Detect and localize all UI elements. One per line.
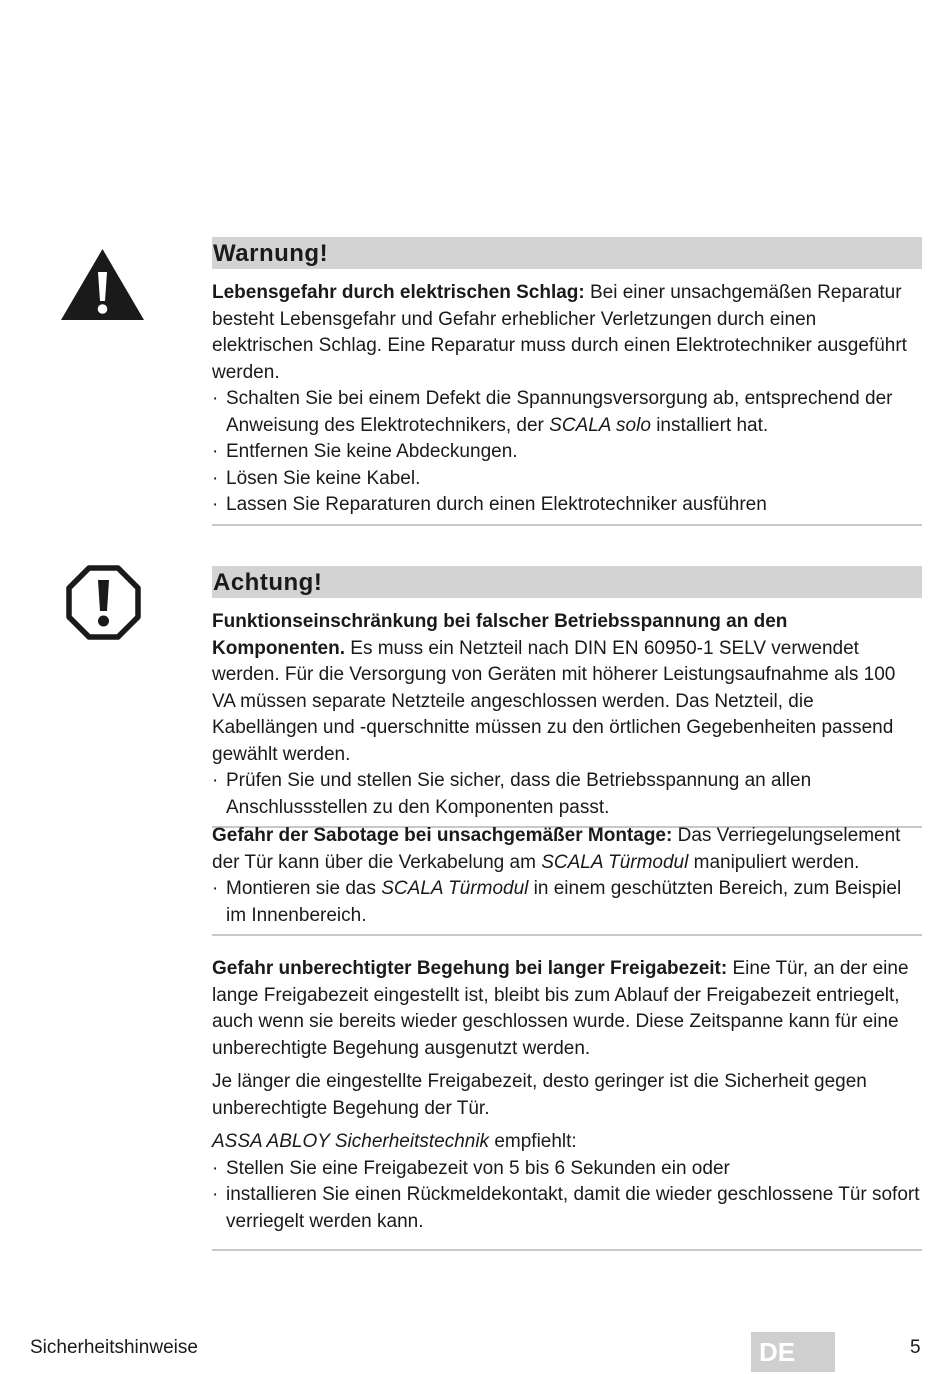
access-bullet-list [212, 1156, 922, 1236]
product-name: SCALA Türmodul [381, 878, 529, 899]
warning-section [212, 237, 922, 526]
caution-lead-bold: Funktionseinschränkung bei falscher Betriebsspannung an den Komponenten. [212, 611, 788, 659]
warning-lead-paragraph [212, 280, 922, 386]
access-section [212, 956, 922, 1251]
sabotage-body [212, 823, 922, 936]
list-item: · Schalten Sie bei einem Defekt die Spannungsversorgung ab, entsprechend der Anweisung des Elektrotechnikers, der SCALA solo installiert hat. [212, 386, 922, 439]
caution-octagon-icon [66, 565, 141, 640]
warning-lead-text: Bei einer unsachgemäßen Reparatur besteht Lebensgefahr und Gefahr erheblicher Verletzungen durch einen elektrischen Schlag. Eine Reparatur muss durch einen Elektrotechniker ausgeführt werden. [212, 282, 907, 383]
list-item: · Entfernen Sie keine Abdeckungen. [212, 439, 922, 466]
access-lead-bold: Gefahr unberechtigter Begehung bei langer Freigabezeit: [212, 958, 728, 979]
warning-triangle-icon [60, 248, 145, 321]
access-paragraph-2: Je länger die eingestellte Freigabezeit, desto geringer ist die Sicherheit gegen unberechtigte Begehung der Tür. [212, 1071, 867, 1119]
caution-body [212, 598, 922, 828]
page-number: 5 [910, 1337, 921, 1358]
list-item: · Prüfen Sie und stellen Sie sicher, dass die Betriebsspannung an allen Anschlussstellen zu den Komponenten passt. [212, 768, 922, 821]
list-item: · Lassen Sie Reparaturen durch einen Elektrotechniker ausführen [212, 492, 922, 519]
access-paragraph-3: ASSA ABLOY Sicherheitstechnik empfiehlt: [212, 1131, 577, 1152]
caution-lead-text: Es muss ein Netzteil nach DIN EN 60950-1 SELV verwendet werden. Für die Versorgung von Geräten mit höherer Leistungsaufnahme als 100 VA müssen separate Netzteile angeschlossen werden. Das Netzteil, die Kabellängen und -querschnitte müssen zu den örtlichen Gegebenheiten passend gewählt werden. [212, 637, 896, 765]
caution-section [212, 566, 922, 828]
language-badge: DE [751, 1332, 835, 1372]
footer-section-title: Sicherheitshinweise [30, 1337, 198, 1358]
sabotage-section [212, 823, 922, 936]
warning-bullet-list [212, 386, 922, 519]
list-item: · Stellen Sie eine Freigabezeit von 5 bis 6 Sekunden ein oder [212, 1156, 922, 1183]
access-lead-paragraph [212, 956, 922, 1062]
sabotage-lead-bold: Gefahr der Sabotage bei unsachgemäßer Montage: [212, 825, 673, 846]
product-name: SCALA solo [549, 414, 651, 436]
list-item: · installieren Sie einen Rückmeldekontakt, damit die wieder geschlossene Tür sofort verriegelt werden kann. [212, 1182, 922, 1235]
caution-heading: Achtung! [212, 566, 922, 598]
list-item: · Montieren sie das SCALA Türmodul in einem geschützten Bereich, zum Beispiel im Innenbereich. [212, 876, 922, 929]
warning-heading: Warnung! [212, 237, 922, 269]
warning-lead-bold: Lebensgefahr durch elektrischen Schlag: [212, 282, 585, 303]
caution-bullet-list [212, 768, 922, 821]
access-body [212, 956, 922, 1251]
sabotage-lead-paragraph: Gefahr der Sabotage bei unsachgemäßer Montage: Das Verriegelungselement der Tür kann über die Verkabelung am SCALA Türmodul manipuliert werden. [212, 825, 901, 873]
access-lead-text: Eine Tür, an der eine lange Freigabezeit eingestellt ist, bleibt bis zum Ablauf der Freigabezeit entriegelt, auch wenn sie bereits wieder geschlossen wurde. Diese Zeitspanne kann für eine unberechtigte Begehung ausgenutzt werden. [212, 958, 909, 1059]
company-name: ASSA ABLOY Sicherheitstechnik [212, 1131, 490, 1152]
list-item: · Lösen Sie keine Kabel. [212, 466, 922, 493]
sabotage-bullet-list [212, 876, 922, 929]
product-name: SCALA Türmodul [541, 851, 689, 873]
warning-body [212, 269, 922, 526]
caution-lead-paragraph [212, 609, 922, 768]
